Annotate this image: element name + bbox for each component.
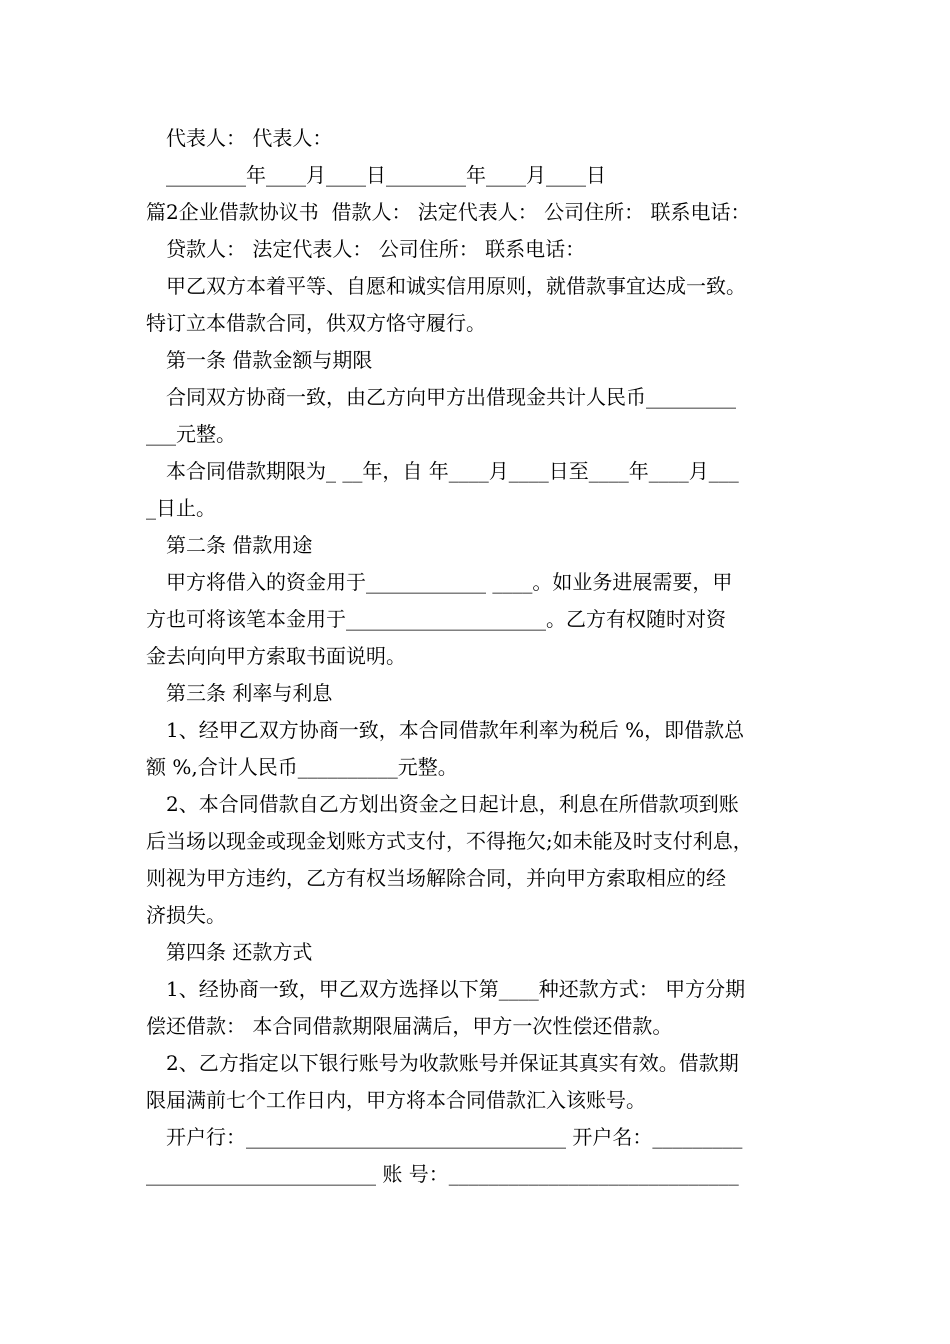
article-3-clause-2-line-3: 则视为甲方违约，乙方有权当场解除合同，并向甲方索取相应的经 [146,866,726,890]
article-3-heading: 第三条 利率与利息 [166,681,333,705]
article-2-text-2: 方也可将该笔本金用于____________________。乙方有权随时对资 [146,607,726,631]
article-2-text-3: 金去向向甲方索取书面说明。 [146,644,406,668]
article-4-clause-1-line-1: 1、经协商一致，甲乙双方选择以下第____种还款方式： 甲方分期 [166,977,746,1001]
article-3-clause-2-line-4: 济损失。 [146,903,226,927]
article-4-clause-1-line-2: 偿还借款： 本合同借款期限届满后，甲方一次性偿还借款。 [146,1014,673,1038]
article-1-text-4: _日止。 [146,496,216,520]
bank-info-line-1: 开户行：________________________________ 开户名：_________ [166,1125,743,1149]
article-4-heading: 第四条 还款方式 [166,940,313,964]
bank-info-line-2: _______________________ 账 号：_____________________________ [146,1162,739,1186]
article-1-heading: 第一条 借款金额与期限 [166,348,373,372]
article-2-heading: 第二条 借款用途 [166,533,313,557]
article-3-clause-2-line-1: 2、本合同借款自乙方划出资金之日起计息，利息在所借款项到账 [166,792,739,816]
contract-page [146,120,810,1193]
article-1-text-2: ___元整。 [146,422,236,446]
preamble-line-2: 特订立本借款合同，供双方恪守履行。 [146,311,486,335]
article-1-text-1: 合同双方协商一致，由乙方向甲方出借现金共计人民币_________ [166,385,736,409]
preamble-line-1: 甲乙双方本着平等、自愿和诚实信用原则，就借款事宜达成一致。 [166,274,746,298]
representative-line: 代表人： 代表人： [166,126,333,150]
contract-title-line: 篇2企业借款协议书 借款人： 法定代表人： 公司住所： 联系电话： [146,200,751,224]
article-3-clause-1-line-2: 额 %,合计人民币__________元整。 [146,755,458,779]
article-3-clause-2-line-2: 后当场以现金或现金划账方式支付，不得拖欠;如未能及时支付利息， [146,829,753,853]
article-4-clause-2-line-2: 限届满前七个工作日内，甲方将本合同借款汇入该账号。 [146,1088,646,1112]
article-2-text-1: 甲方将借入的资金用于____________ ____。如业务进展需要，甲 [166,570,733,594]
lender-info-line: 贷款人： 法定代表人： 公司住所： 联系电话： [166,237,586,261]
article-3-clause-1-line-1: 1、经甲乙双方协商一致，本合同借款年利率为税后 %，即借款总 [166,718,745,742]
article-4-clause-2-line-1: 2、乙方指定以下银行账号为收款账号并保证其真实有效。借款期 [166,1051,739,1075]
date-line: ________年____月____日________年____月____日 [166,163,606,187]
article-1-text-3: 本合同借款期限为_ __年，自 年____月____日至____年____月___ [166,459,739,483]
